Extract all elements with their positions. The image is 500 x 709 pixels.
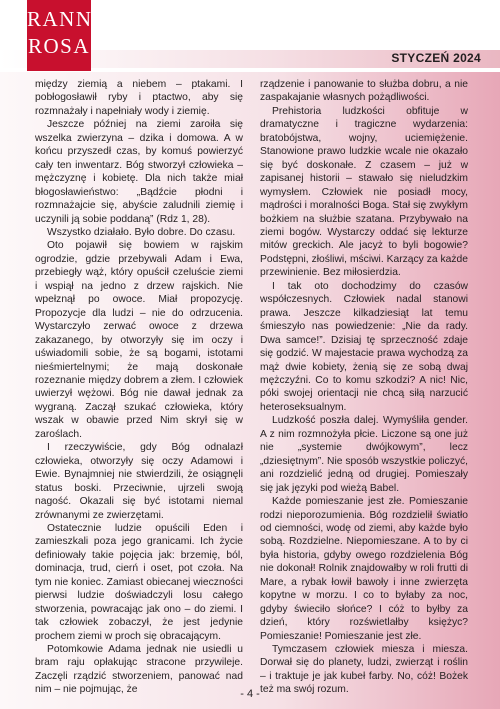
paragraph: I tak oto dochodzimy do czasów współczesnych. Człowiek nadal stanowi prawa. Jeszcze kilkadziesiąt lat temu śmieszyło nas powiedzenie: „Nie da rady. Dwa samce!”. Dzisiaj tę sprzeczność zdaje się godzić. W majestacie prawa wychodzą za mąż dwie kobiety, żenią się ze sobą dwaj mężczyźni. Co to komu szkodzi? A nic! Nic, póki swojej orientacji nie chcą siłą narzucić heteroseksualnym. — [260, 280, 468, 413]
paragraph: Wszystko działało. Było dobre. Do czasu. — [47, 226, 236, 238]
page-number: - 4 - — [240, 688, 260, 700]
right-column — [260, 78, 468, 696]
paragraph: Oto pojawił się bowiem w rajskim ogrodzie, gdzie przebywali Adam i Ewa, przebiegły wąż, który opuścił czeluście ziemi i wspiął na jedno z drzew rajskich. Nie wpełznął po owoce. Miał propozycję. Propozycje dla ludzi – nie do odrzucenia. Wystarczyło zerwać owoce z drzewa zakazanego, by otworzyły się im oczy i uświadomili sobie, że są bogami, istotami nieśmiertelnymi; że mają doskonałe rozeznanie między dobrem a złem. I człowiek uwierzył wężowi. Bóg nie dawał jednak za wygraną. Zaczął szukać człowieka, który wszak w obawie przed Nim skrył się w zaroślach. — [35, 240, 243, 440]
paragraph: rządzenie i panowanie to służba dobru, a nie zaspakajanie własnych pożądliwości. — [260, 79, 468, 104]
paragraph: Każde pomieszanie jest złe. Pomieszanie rodzi nieporozumienia. Bóg rozdzielił światło od ciemności, wodę od ziemi, aby każde było sobą. Rozdzielne. Niepomieszane. A to by ci była historia, gdyby owego rozdzielenia Bóg nie dokonał! Rolnik znajdowałby w roli frutti di Mare, a rybak łowił bawoły i inne zwierzęta kopytne w morzu. I co to byłaby za noc, gdyby świeciło słońce? I cóż to byłby za dzień, który rozświetlałby księżyc? Pomieszanie! Pomieszanie jest złe. — [260, 496, 468, 642]
paragraph: między ziemią a niebem – ptakami. I pobłogosławił ryby i ptactwo, aby się rozmnażały i napełniały wody i ziemię. — [35, 79, 243, 117]
paragraph: Potomkowie Adama jednak nie usiedli u bram raju opłakując stracone przywileje. Zaczęli rządzić stworzeniem, panować nad nim – nie pojmując, że — [35, 644, 243, 696]
logo-line-1: RANNA — [27, 7, 110, 31]
paragraph: Jeszcze później na ziemi zaroiła się wszelka zwierzyna – dzika i domowa. A w końcu przyszedł czas, by komuś powierzyć cały ten inwentarz. Bóg stworzył człowieka – mężczyznę i kobietę. Dla nich także miał błogosławieństwo: „Bądźcie płodni i rozmnażajcie się, abyście zaludnili ziemię i uczynili ją sobie poddaną” (Rdz 1, 28). — [35, 119, 243, 225]
magazine-logo — [27, 0, 110, 71]
paragraph: Prehistoria ludzkości obfituje w dramatyczne i tragiczne wydarzenia: bratobójstwa, wojny, uciemiężenie. Stanowione prawo ludzkie wcale nie okazało się być doskonałe. Z czasem – już w zapisanej historii – stawało się nieludzkim wymysłem. Człowiek nie posiadł mocy, mądrości i moralności Boga. Stał się zwykłym bożkiem na służbie szatana. Przybywało na ziemi bogów. Wystarczy oddać się lekturze mitów greckich. Ale jacyż to byli bogowie? Podstępni, złośliwi, mściwi. Karzący za każde przewinienie. Bez miłosierdzia. — [260, 105, 468, 279]
paragraph: Tymczasem człowiek miesza i miesza. Dorwał się do planety, ludzi, zwierząt i roślin – i traktuje je jak kubeł farby. No, cóż! Bożek też ma swój rozum. — [260, 644, 468, 696]
issue-date: STYCZEŃ 2024 — [391, 51, 481, 65]
paragraph: I rzeczywiście, gdy Bóg odnalazł człowieka, otworzyły się oczy Adamowi i Ewie. Bynajmniej nie stwierdzili, że osiągnęli status boski. Przeciwnie, ujrzeli swoją nagość. Okazali się być istotami niemal zrównanymi ze zwierzętami. — [35, 442, 243, 521]
left-column — [35, 78, 243, 696]
paragraph: Ludzkość poszła dalej. Wymyśliła gender. A z nim rozmnożyła płcie. Liczone są one już nie „systemie dwójkowym”, lecz „dziesiętnym”. Nie sposób wszystkie policzyć, ani rozdzielić jedną od drugiej. Pomieszały się jak języki pod wieżą Babel. — [260, 415, 468, 494]
logo-line-2: ROSA — [27, 34, 91, 58]
article-body — [35, 78, 468, 696]
paragraph: Ostatecznie ludzie opuścili Eden i zamieszkali poza jego granicami. Ich życie definiowały takie pojęcia jak: brzemię, ból, dominacja, trud, cierń i oset, pot czoła. Na tym nie koniec. Zamiast obiecanej wieczności pierwsi ludzie doświadczyli losu całego stworzenia, powracając jak ono – do ziemi. I tak człowiek zobaczył, że jest jedynie prochem ziemi w proch się obracającym. — [35, 522, 243, 642]
